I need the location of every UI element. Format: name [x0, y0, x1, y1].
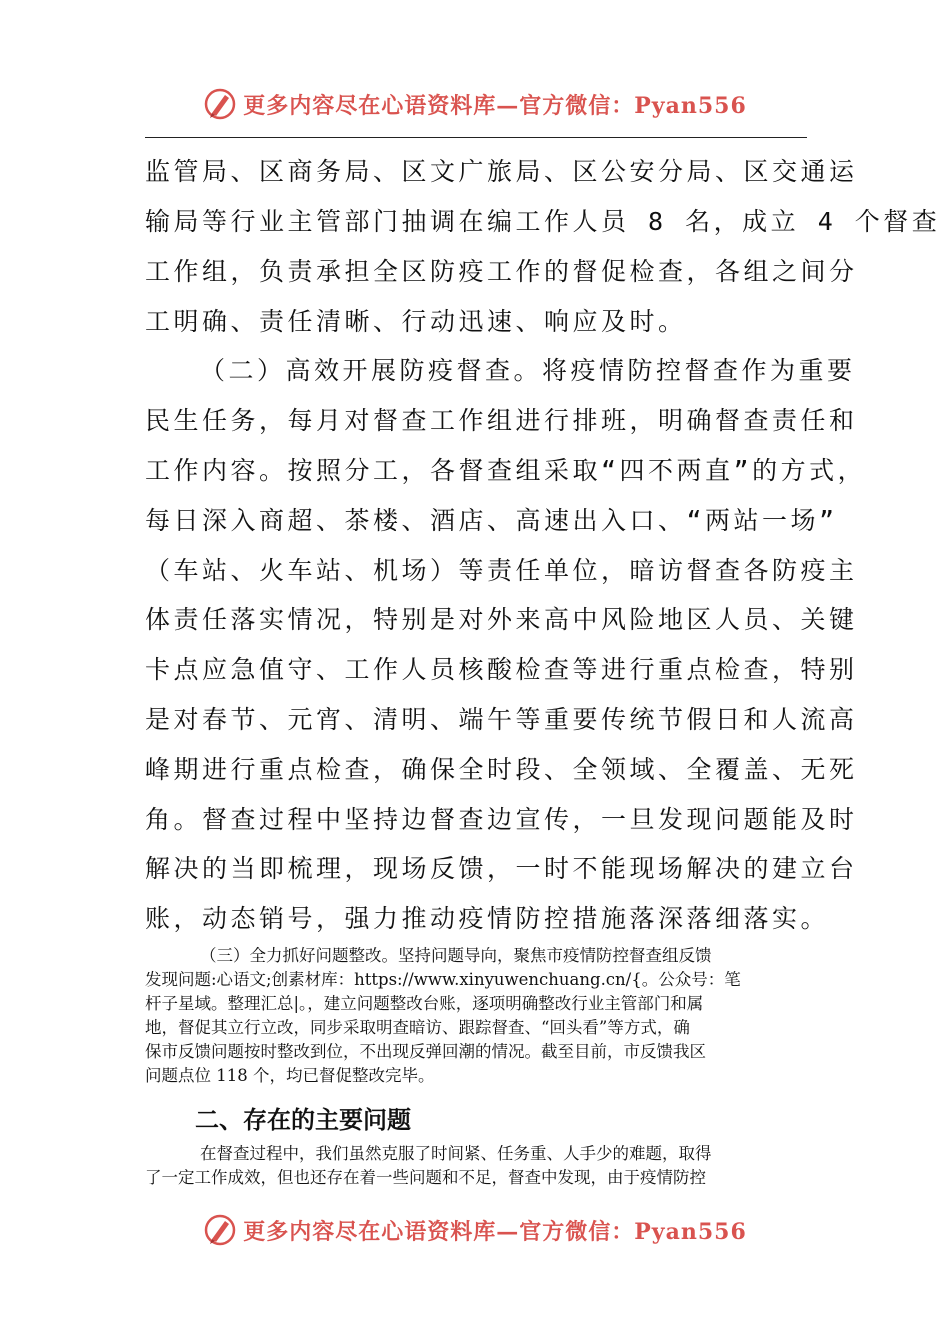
wechat-id: Pyan556 [634, 92, 747, 119]
wechat-id: Pyan556 [634, 1218, 747, 1245]
text-line: 输局等行业主管部门抽调在编工作人员 8 名，成立 4 个督查 [145, 207, 941, 236]
text-line: 监管局、区商务局、区文广旅局、区公安分局、区交通运 [145, 157, 858, 186]
text-line: 卡点应急值守、工作人员核酸检查等进行重点检查，特别 [145, 655, 858, 684]
small-text-line: 发现问题:心语文;创素材库：https://www.xinyuwenchuang.cn/{。公众号：笔 [145, 970, 741, 989]
small-text-line: 在督查过程中，我们虽然克服了时间紧、任务重、人手少的难题，取得 [200, 1144, 712, 1163]
small-text-line: （三）全力抓好问题整改。坚持问题导向，聚焦市疫情防控督查组反馈 [200, 946, 712, 965]
text-line: 工明确、责任清晰、行动迅速、响应及时。 [145, 307, 687, 336]
small-text-line: 问题点位 118 个，均已督促整改完毕。 [145, 1066, 435, 1085]
header-divider [145, 137, 807, 138]
small-text-line: 地，督促其立行立改，同步采取明查暗访、跟踪督查、“回头看”等方式，确 [145, 1018, 690, 1037]
text-line: 是对春节、元宵、清明、端午等重要传统节假日和人流高 [145, 705, 858, 734]
footer-banner [0, 1210, 950, 1250]
small-text-line: 保市反馈问题按时整改到位，不出现反弹回潮的情况。截至目前，市反馈我区 [145, 1042, 706, 1061]
text-line: 解决的当即梳理，现场反馈，一时不能现场解决的建立台 [145, 854, 858, 883]
banner-text: 更多内容尽在心语资料库—官方微信：Pyan556 [243, 92, 747, 119]
pen-logo-icon [203, 87, 237, 121]
text-line: 账，动态销号，强力推动疫情防控措施落深落细落实。 [145, 904, 830, 933]
text-line: （车站、火车站、机场）等责任单位，暗访督查各防疫主 [145, 556, 858, 585]
text-line: 角。督查过程中坚持边督查边宣传，一旦发现问题能及时 [145, 805, 858, 834]
text-line: （二）高效开展防疫督查。将疫情防控督查作为重要 [200, 356, 856, 385]
pen-logo-icon [203, 1213, 237, 1247]
text-line: 体责任落实情况，特别是对外来高中风险地区人员、关键 [145, 605, 858, 634]
small-text-line: 了一定工作成效，但也还存在着一些问题和不足，督查中发现，由于疫情防控 [145, 1168, 706, 1187]
text-line: 工作内容。按照分工，各督查组采取“四不两直”的方式， [145, 456, 867, 485]
small-text-line: 杆子星域。整理汇总|。，建立问题整改台账，逐项明确整改行业主管部门和属 [145, 994, 704, 1013]
header-banner [0, 84, 950, 124]
text-line: 每日深入商超、茶楼、酒店、高速出入口、“两站一场” [145, 506, 838, 535]
banner-text: 更多内容尽在心语资料库—官方微信：Pyan556 [243, 1218, 747, 1245]
section-heading: 二、存在的主要问题 [195, 1106, 411, 1134]
text-line: 峰期进行重点检查，确保全时段、全领域、全覆盖、无死 [145, 755, 858, 784]
text-line: 民生任务，每月对督查工作组进行排班，明确督查责任和 [145, 406, 858, 435]
text-line: 工作组，负责承担全区防疫工作的督促检查，各组之间分 [145, 257, 858, 286]
